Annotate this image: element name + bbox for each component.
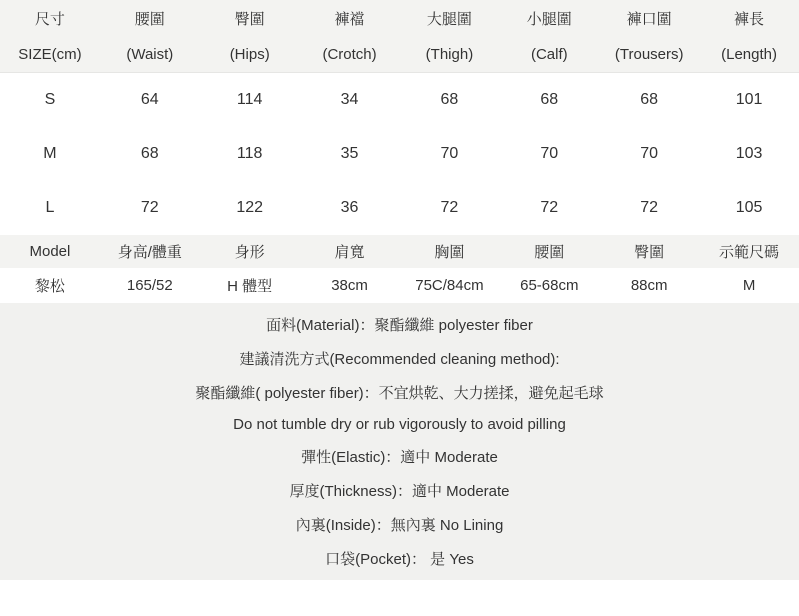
size-label: M <box>43 145 57 162</box>
column-header-zh: 尺寸 <box>34 10 65 28</box>
model-attr-header: 肩寬 <box>334 244 365 261</box>
care-line-pocket: 口袋(Pocket)： 是 Yes <box>325 551 474 569</box>
column-header-zh: 褲長 <box>734 10 765 28</box>
model-attr-header: Model <box>29 243 71 260</box>
size-value: 68 <box>140 145 159 162</box>
model-table-header <box>0 235 799 268</box>
column-header-en: (Hips) <box>229 45 270 63</box>
column-header-crotch <box>300 0 400 72</box>
size-value: 64 <box>140 91 159 108</box>
size-value: 35 <box>340 145 359 162</box>
care-line-cleaning-method: 建議清洗方式(Recommended cleaning method): <box>239 350 560 368</box>
care-line-inside: 內裏(Inside)：無內裏 No Lining <box>295 517 504 535</box>
column-header-en: (Waist) <box>126 45 174 63</box>
size-value: 34 <box>340 91 359 108</box>
column-header-thigh <box>400 0 500 72</box>
column-header-zh: 褲襠 <box>334 10 365 28</box>
size-label: L <box>45 199 55 216</box>
table-row-size-m <box>0 127 799 181</box>
care-line-fiber-warning-en: Do not tumble dry or rub vigorously to avoid pilling <box>233 415 566 433</box>
column-header-en: (Length) <box>721 45 777 63</box>
model-attr-value: M <box>742 277 756 294</box>
care-info-block <box>0 303 799 580</box>
size-value: 70 <box>440 145 459 162</box>
column-header-size <box>0 0 100 72</box>
bottom-whitespace <box>0 580 799 616</box>
model-attr-value: 75C/84cm <box>415 277 484 294</box>
size-value: 68 <box>440 91 459 108</box>
model-attr-header: 臀圍 <box>634 244 665 261</box>
column-header-zh: 腰圍 <box>134 10 165 28</box>
model-attr-value: 88cm <box>630 277 668 294</box>
column-header-waist <box>100 0 200 72</box>
model-attr-value: 38cm <box>331 277 368 294</box>
size-value: 68 <box>540 91 559 108</box>
column-header-en: SIZE(cm) <box>18 45 82 63</box>
size-value: 72 <box>540 199 559 216</box>
table-row-size-l <box>0 181 799 235</box>
size-value: 68 <box>640 91 659 108</box>
model-attr-value: 65-68cm <box>520 277 579 294</box>
model-attr-value: H 體型 <box>227 278 273 295</box>
column-header-en: (Crotch) <box>322 45 377 63</box>
model-name: 黎松 <box>34 278 65 295</box>
size-value: 105 <box>735 199 763 216</box>
column-header-en: (Thigh) <box>425 45 474 63</box>
size-value: 36 <box>340 199 359 216</box>
model-table-values <box>0 268 799 303</box>
model-attr-header: 胸圍 <box>434 244 465 261</box>
model-attr-header: 腰圍 <box>534 244 565 261</box>
size-value: 72 <box>640 199 659 216</box>
size-value: 118 <box>236 145 263 162</box>
model-attr-header: 身形 <box>234 244 265 261</box>
size-label: S <box>44 91 56 108</box>
care-line-elastic: 彈性(Elastic)：適中 Moderate <box>301 449 498 467</box>
size-value: 103 <box>735 145 763 162</box>
column-header-en: (Trousers) <box>614 45 684 63</box>
care-line-thickness: 厚度(Thickness)：適中 Moderate <box>289 483 510 501</box>
table-row-size-s <box>0 73 799 127</box>
model-attr-header: 示範尺碼 <box>719 244 780 261</box>
column-header-zh: 大腿圍 <box>426 10 472 28</box>
column-header-zh: 小腿圍 <box>526 10 572 28</box>
size-table-header <box>0 0 799 73</box>
column-header-calf <box>499 0 599 72</box>
size-value: 122 <box>236 199 264 216</box>
care-line-material: 面料(Material)：聚酯纖維 polyester fiber <box>266 316 533 334</box>
size-value: 72 <box>440 199 459 216</box>
size-value: 114 <box>236 91 263 108</box>
care-line-fiber-warning-zh: 聚酯纖維( polyester fiber)：不宜烘乾、大力搓揉，避免起毛球 <box>195 384 604 402</box>
column-header-trousers <box>599 0 699 72</box>
column-header-en: (Calf) <box>530 45 568 63</box>
size-value: 70 <box>640 145 659 162</box>
model-attr-value: 165/52 <box>126 277 173 294</box>
column-header-hips <box>200 0 300 72</box>
column-header-zh: 褲口圍 <box>626 10 672 28</box>
size-value: 72 <box>140 199 159 216</box>
size-value: 101 <box>735 91 763 108</box>
column-header-zh: 臀圍 <box>234 10 265 28</box>
column-header-length <box>699 0 799 72</box>
model-attr-header: 身高/體重 <box>117 244 182 261</box>
size-value: 70 <box>540 145 559 162</box>
